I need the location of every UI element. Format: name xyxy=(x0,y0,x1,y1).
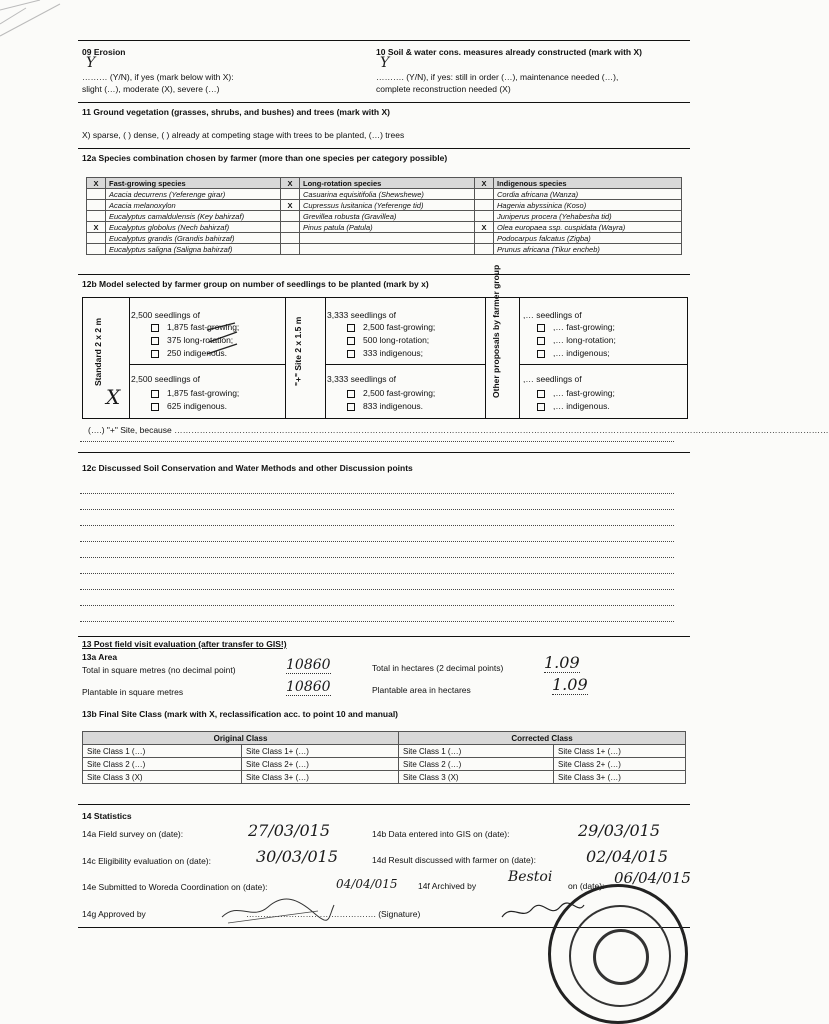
dotted-line xyxy=(80,441,674,442)
discussed-date: 02/04/015 xyxy=(586,847,669,866)
dotted-line xyxy=(80,541,674,542)
orig-class-3: Site Class 3 (X) xyxy=(83,771,242,784)
long-species: Grevillea robusta (Gravillea) xyxy=(300,211,475,222)
discussion-title: 12c Discussed Soil Conservation and Water Methods and other Discussion points xyxy=(82,463,413,473)
species-head-indigenous: Indigenous species xyxy=(494,178,682,189)
eligibility-label: 14c Eligibility evaluation on (date): xyxy=(82,856,211,866)
long-mark xyxy=(281,189,300,200)
dotted-line xyxy=(80,493,674,494)
swc-line2: complete reconstruction needed (X) xyxy=(376,84,511,94)
dotted-line xyxy=(80,621,674,622)
plus-label-cell xyxy=(285,298,326,418)
other-label: Other proposals by farmer group xyxy=(491,264,501,398)
section-09-10 xyxy=(78,40,690,101)
plantable-sqm-value: 10860 xyxy=(286,679,331,695)
dotted-line xyxy=(80,509,674,510)
other-b-item-1: ,… fast-growing; xyxy=(537,388,615,398)
fast-species: Eucalyptus globolus (Nech bahirzaf) xyxy=(106,222,281,233)
species-row xyxy=(87,189,682,200)
divider xyxy=(129,364,285,365)
plus-site-because: (….) "+" Site, because …………………………………………………………………………………………………………………………………………………………………………………………………………… xyxy=(88,425,829,435)
other-a-item-1: ,… fast-growing; xyxy=(537,322,615,332)
standard-a-item-1: 1,875 fast-growing; xyxy=(151,322,239,332)
plus-a-item-2: 500 long-rotation; xyxy=(347,335,429,345)
fast-species: Acacia decurrens (Yeferenge girar) xyxy=(106,189,281,200)
other-b-title: ,… seedlings of xyxy=(523,374,582,384)
standard-a-item-3: 250 indigenous. xyxy=(151,348,227,358)
standard-a-item-2: 375 long-rotation; xyxy=(151,335,233,345)
fast-species: Acacia melanoxylon xyxy=(106,200,281,211)
site-class-table xyxy=(82,731,686,784)
checkbox[interactable] xyxy=(347,337,355,345)
other-a-item-3: ,… indigenous; xyxy=(537,348,610,358)
indigenous-mark xyxy=(475,189,494,200)
erosion-line2: slight (…), moderate (X), severe (…) xyxy=(82,84,220,94)
total-sqm-label: Total in square metres (no decimal point) xyxy=(82,665,236,675)
standard-b-title: 2,500 seedlings of xyxy=(131,374,200,384)
plus-label: "+" Site 2 x 1.5 m xyxy=(293,316,303,386)
fast-species: Eucalyptus camaldulensis (Key bahirzaf) xyxy=(106,211,281,222)
plus-a-item-3: 333 indigenous; xyxy=(347,348,423,358)
divider xyxy=(325,364,485,365)
divider xyxy=(519,364,687,365)
section-12a xyxy=(78,148,690,273)
erosion-title: 09 Erosion xyxy=(82,47,126,57)
archived-on-label: on (date): xyxy=(568,881,605,891)
erosion-line1: ……… (Y/N), if yes (mark below with X): xyxy=(82,72,234,82)
statistics-title: 14 Statistics xyxy=(82,811,132,821)
indigenous-species: Hagenia abyssinica (Koso) xyxy=(494,200,682,211)
plantable-ha-label: Plantable area in hectares xyxy=(372,685,471,695)
standard-b-item-2: 625 indigenous. xyxy=(151,401,227,411)
total-ha-label: Total in hectares (2 decimal points) xyxy=(372,663,504,673)
checkbox[interactable] xyxy=(347,390,355,398)
corr-class-2: Site Class 2 (…) xyxy=(399,758,554,771)
indigenous-species: Prunus africana (Tikur encheb) xyxy=(494,244,682,255)
other-a-title: ,… seedlings of xyxy=(523,310,582,320)
long-species: Pinus patula (Patula) xyxy=(300,222,475,233)
fast-mark xyxy=(87,211,106,222)
plus-b-item-1: 2,500 fast-growing; xyxy=(347,388,435,398)
other-a-item-2: ,… long-rotation; xyxy=(537,335,616,345)
corr-class-3-plus: Site Class 3+ (…) xyxy=(554,771,686,784)
signature-scribble-icon xyxy=(218,891,338,927)
area-title: 13a Area xyxy=(82,652,118,662)
swc-title: 10 Soil & water cons. measures already constructed (mark with X) xyxy=(376,47,642,57)
long-mark xyxy=(281,233,300,244)
long-species: Casuarina equisitifolia (Shewshewe) xyxy=(300,189,475,200)
total-sqm-value: 10860 xyxy=(286,657,331,673)
indigenous-species: Cordia africana (Wanza) xyxy=(494,189,682,200)
checkbox[interactable] xyxy=(537,350,545,358)
discussed-label: 14d Result discussed with farmer on (date): xyxy=(372,855,536,865)
archived-label: 14f Archived by xyxy=(418,881,477,891)
dotted-line xyxy=(80,589,674,590)
plus-a-item-1: 2,500 fast-growing; xyxy=(347,322,435,332)
standard-options xyxy=(129,298,286,418)
fast-mark xyxy=(87,244,106,255)
plantable-ha-value: 1.09 xyxy=(552,675,588,694)
species-head-x: X xyxy=(87,178,106,189)
dotted-line xyxy=(80,605,674,606)
other-options xyxy=(519,298,687,418)
fast-species: Eucalyptus grandis (Grandis bahirzaf) xyxy=(106,233,281,244)
checkbox[interactable] xyxy=(151,403,159,411)
orig-class-1: Site Class 1 (…) xyxy=(83,745,242,758)
corr-class-1-plus: Site Class 1+ (…) xyxy=(554,745,686,758)
fast-mark xyxy=(87,200,106,211)
plantable-sqm-label: Plantable in square metres xyxy=(82,687,184,697)
official-stamp-icon xyxy=(548,884,688,1024)
gis-entry-label: 14b Data entered into GIS on (date): xyxy=(372,829,510,839)
corr-class-3: Site Class 3 (X) xyxy=(399,771,554,784)
standard-a-title: 2,500 seedlings of xyxy=(131,310,200,320)
post-visit-title: 13 Post field visit evaluation (after transfer to GIS!) xyxy=(82,639,287,649)
checkbox[interactable] xyxy=(347,324,355,332)
swc-answer: Y xyxy=(380,55,390,71)
approved-signature-line: ………………………………………. (Signature) xyxy=(246,909,421,919)
vegetation-line: X) sparse, ( ) dense, ( ) already at competing stage with trees to be planted, (…) trees xyxy=(82,130,405,140)
checkbox[interactable] xyxy=(537,324,545,332)
section-12c xyxy=(78,452,690,635)
species-head-x2: X xyxy=(281,178,300,189)
long-mark xyxy=(281,244,300,255)
indigenous-species: Podocarpus falcatus (Zigba) xyxy=(494,233,682,244)
species-row xyxy=(87,233,682,244)
indigenous-species: Olea europaea ssp. cuspidata (Wayra) xyxy=(494,222,682,233)
standard-label: Standard 2 x 2 m xyxy=(93,317,103,386)
swc-line1: ………. (Y/N), if yes: still in order (…), maintenance needed (…), xyxy=(376,72,619,82)
approved-label: 14g Approved by xyxy=(82,909,146,919)
orig-class-3-plus: Site Class 3+ (…) xyxy=(242,771,399,784)
fast-mark xyxy=(87,189,106,200)
checkmark-icon xyxy=(137,320,277,360)
eligibility-date: 30/03/015 xyxy=(256,847,339,866)
checkbox[interactable] xyxy=(347,403,355,411)
section-12b xyxy=(78,264,829,451)
final-class-title: 13b Final Site Class (mark with X, reclassification acc. to point 10 and manual) xyxy=(82,709,399,719)
dotted-line xyxy=(80,573,674,574)
indigenous-mark xyxy=(475,211,494,222)
species-row xyxy=(87,244,682,255)
orig-class-1-plus: Site Class 1+ (…) xyxy=(242,745,399,758)
model-mark: X xyxy=(106,385,121,409)
long-species xyxy=(300,244,475,255)
species-row xyxy=(87,200,682,211)
orig-class-2: Site Class 2 (…) xyxy=(83,758,242,771)
long-species: Cupressus lusitanica (Yeferenge tid) xyxy=(300,200,475,211)
corr-class-1: Site Class 1 (…) xyxy=(399,745,554,758)
other-b-item-2: ,… indigenous. xyxy=(537,401,610,411)
stamp-emblem-icon xyxy=(593,929,649,985)
checkbox[interactable] xyxy=(347,350,355,358)
form-page xyxy=(78,40,829,925)
long-mark: X xyxy=(281,200,300,211)
plus-a-title: 3,333 seedlings of xyxy=(327,310,396,320)
section-13 xyxy=(78,636,690,803)
species-title: 12a Species combination chosen by farmer (more than one species per category possible) xyxy=(82,153,448,163)
fast-mark: X xyxy=(87,222,106,233)
checkbox[interactable] xyxy=(537,337,545,345)
dotted-line xyxy=(80,525,674,526)
species-head-fast: Fast-growing species xyxy=(106,178,281,189)
section-11 xyxy=(78,102,690,147)
field-survey-label: 14a Field survey on (date): xyxy=(82,829,184,839)
checkbox[interactable] xyxy=(537,403,545,411)
checkbox[interactable] xyxy=(537,390,545,398)
total-ha-value: 1.09 xyxy=(544,653,580,672)
long-mark xyxy=(281,222,300,233)
standard-b-item-1: 1,875 fast-growing; xyxy=(151,388,239,398)
archived-date: 06/04/015 xyxy=(614,869,691,887)
corr-class-2-plus: Site Class 2+ (…) xyxy=(554,758,686,771)
dotted-line xyxy=(80,557,674,558)
erosion-answer: Y xyxy=(86,55,96,71)
original-class-header: Original Class xyxy=(83,732,399,745)
submitted-date: 04/04/015 xyxy=(336,877,398,891)
indigenous-mark xyxy=(475,244,494,255)
fast-mark xyxy=(87,233,106,244)
gis-entry-date: 29/03/015 xyxy=(578,821,661,840)
field-survey-date: 27/03/015 xyxy=(248,821,331,840)
indigenous-mark xyxy=(475,200,494,211)
plus-b-item-2: 833 indigenous. xyxy=(347,401,423,411)
submitted-label: 14e Submitted to Woreda Coordination on (date): xyxy=(82,882,268,892)
vegetation-title: 11 Ground vegetation (grasses, shrubs, and bushes) and trees (mark with X) xyxy=(82,107,390,117)
species-head-x3: X xyxy=(475,178,494,189)
indigenous-species: Juniperus procera (Yehabesha tid) xyxy=(494,211,682,222)
other-label-cell xyxy=(485,264,520,418)
long-species xyxy=(300,233,475,244)
long-mark xyxy=(281,211,300,222)
species-row xyxy=(87,222,682,233)
species-row xyxy=(87,211,682,222)
species-table xyxy=(86,177,682,255)
archived-by: Bestoi xyxy=(508,869,553,885)
orig-class-2-plus: Site Class 2+ (…) xyxy=(242,758,399,771)
indigenous-mark xyxy=(475,233,494,244)
indigenous-mark: X xyxy=(475,222,494,233)
plus-b-title: 3,333 seedlings of xyxy=(327,374,396,384)
checkbox[interactable] xyxy=(151,390,159,398)
fast-species: Eucalyptus saligna (Saligna bahirzaf) xyxy=(106,244,281,255)
model-title: 12b Model selected by farmer group on number of seedlings to be planted (mark by x) xyxy=(82,279,429,289)
species-head-long: Long-rotation species xyxy=(300,178,475,189)
plus-options xyxy=(325,298,486,418)
corrected-class-header: Corrected Class xyxy=(399,732,686,745)
paper-fold-icon xyxy=(0,0,70,40)
